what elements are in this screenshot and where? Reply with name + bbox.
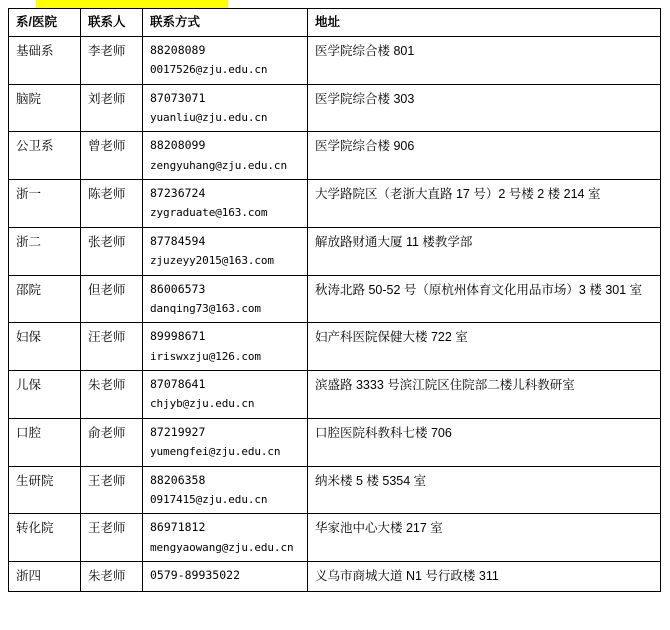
cell-department: 转化院 (9, 514, 81, 562)
cell-contact (143, 275, 308, 323)
email-address: zjuzeyy2015@163.com (150, 254, 274, 267)
address-text: 医学院综合楼 906 (315, 139, 415, 154)
table-row (9, 562, 661, 592)
address-text: 大学路院区（老浙大直路 17 号）2 号楼 2 楼 214 室 (315, 187, 601, 201)
address-text: 医学院综合楼 801 (315, 43, 415, 58)
email-address: iriswxzju@126.com (150, 349, 261, 363)
phone-number: 86971812 (150, 520, 206, 535)
cell-department: 脑院 (9, 84, 81, 132)
cell-address (308, 132, 661, 180)
cell-address (308, 323, 661, 371)
cell-address (308, 180, 661, 228)
table-row (9, 84, 661, 132)
cell-person: 俞老师 (81, 418, 143, 466)
cell-person: 曾老师 (81, 132, 143, 180)
cell-contact (143, 371, 308, 419)
cell-address (308, 418, 661, 466)
cell-department: 生研院 (9, 466, 81, 514)
yellow-highlight-marker (36, 0, 228, 8)
cell-contact (143, 84, 308, 132)
address-text: 口腔医院科教科七楼 706 (315, 425, 452, 440)
cell-department: 浙一 (9, 180, 81, 228)
cell-address (308, 275, 661, 323)
cell-address (308, 371, 661, 419)
cell-department: 儿保 (9, 371, 81, 419)
cell-person: 陈老师 (81, 180, 143, 228)
cell-department: 浙四 (9, 562, 81, 592)
cell-contact (143, 132, 308, 180)
address-text: 滨盛路 3333 号滨江院区住院部二楼儿科教研室 (315, 378, 575, 392)
cell-address (308, 514, 661, 562)
phone-number: 86006573 (150, 281, 206, 296)
phone-number: 87219927 (150, 424, 206, 439)
email-address: yumengfei@zju.edu.cn (150, 445, 281, 458)
email-address: yuanliu@zju.edu.cn (150, 110, 268, 124)
column-header-contact: 联系方式 (143, 9, 308, 37)
table-row (9, 466, 661, 514)
cell-person: 李老师 (81, 36, 143, 84)
cell-person: 张老师 (81, 227, 143, 275)
table-row (9, 371, 661, 419)
phone-number: 88208099 (150, 138, 206, 153)
cell-contact (143, 418, 308, 466)
address-text: 妇产科医院保健大楼 722 室 (315, 330, 468, 345)
address-text: 义乌市商城大道 N1 号行政楼 311 (315, 569, 499, 583)
table-row (9, 418, 661, 466)
phone-number: 87078641 (150, 377, 206, 391)
phone-number: 88206358 (150, 472, 206, 487)
cell-department: 浙二 (9, 227, 81, 275)
cell-address (308, 562, 661, 592)
cell-department: 妇保 (9, 323, 81, 371)
table-row (9, 323, 661, 371)
address-text: 解放路财通大厦 11 楼教学部 (315, 234, 473, 249)
address-text: 纳米楼 5 楼 5354 室 (315, 473, 427, 488)
email-address: 0917415@zju.edu.cn (150, 492, 268, 506)
phone-number: 88208089 (150, 42, 206, 57)
table-row (9, 275, 661, 323)
cell-person: 王老师 (81, 514, 143, 562)
cell-person: 王老师 (81, 466, 143, 514)
cell-contact (143, 36, 308, 84)
phone-number: 87073071 (150, 90, 206, 105)
email-address: danqing73@163.com (150, 301, 261, 315)
cell-contact (143, 323, 308, 371)
address-text: 秋涛北路 50-52 号（原杭州体育文化用品市场）3 楼 301 室 (315, 282, 643, 297)
cell-contact (143, 562, 308, 592)
cell-department: 基础系 (9, 36, 81, 84)
address-text: 医学院综合楼 303 (315, 91, 415, 106)
table-row (9, 132, 661, 180)
column-header-person: 联系人 (81, 9, 143, 37)
email-address: zengyuhang@zju.edu.cn (150, 158, 287, 172)
table-row (9, 180, 661, 228)
email-address: 0017526@zju.edu.cn (150, 63, 268, 76)
phone-number: 0579-89935022 (150, 568, 241, 582)
phone-number: 87236724 (150, 186, 206, 200)
table-header-row (9, 9, 661, 37)
phone-number: 87784594 (150, 233, 206, 248)
column-header-address: 地址 (308, 9, 661, 37)
cell-person: 朱老师 (81, 371, 143, 419)
table-header (9, 9, 661, 37)
cell-person: 但老师 (81, 275, 143, 323)
address-text: 华家池中心大楼 217 室 (315, 521, 443, 536)
cell-department: 口腔 (9, 418, 81, 466)
cell-contact (143, 514, 308, 562)
email-address: zygraduate@163.com (150, 206, 268, 220)
table-body (9, 36, 661, 591)
cell-person: 汪老师 (81, 323, 143, 371)
email-address: chjyb@zju.edu.cn (150, 397, 255, 411)
contacts-table (8, 8, 661, 592)
cell-person: 朱老师 (81, 562, 143, 592)
phone-number: 89998671 (150, 329, 206, 344)
cell-address (308, 466, 661, 514)
cell-address (308, 84, 661, 132)
cell-department: 公卫系 (9, 132, 81, 180)
cell-department: 邵院 (9, 275, 81, 323)
table-row (9, 514, 661, 562)
email-address: mengyaowang@zju.edu.cn (150, 540, 294, 554)
column-header-department: 系/医院 (9, 9, 81, 37)
cell-person: 刘老师 (81, 84, 143, 132)
cell-contact (143, 180, 308, 228)
cell-address (308, 227, 661, 275)
table-row (9, 227, 661, 275)
table-row (9, 36, 661, 84)
cell-address (308, 36, 661, 84)
cell-contact (143, 466, 308, 514)
cell-contact (143, 227, 308, 275)
